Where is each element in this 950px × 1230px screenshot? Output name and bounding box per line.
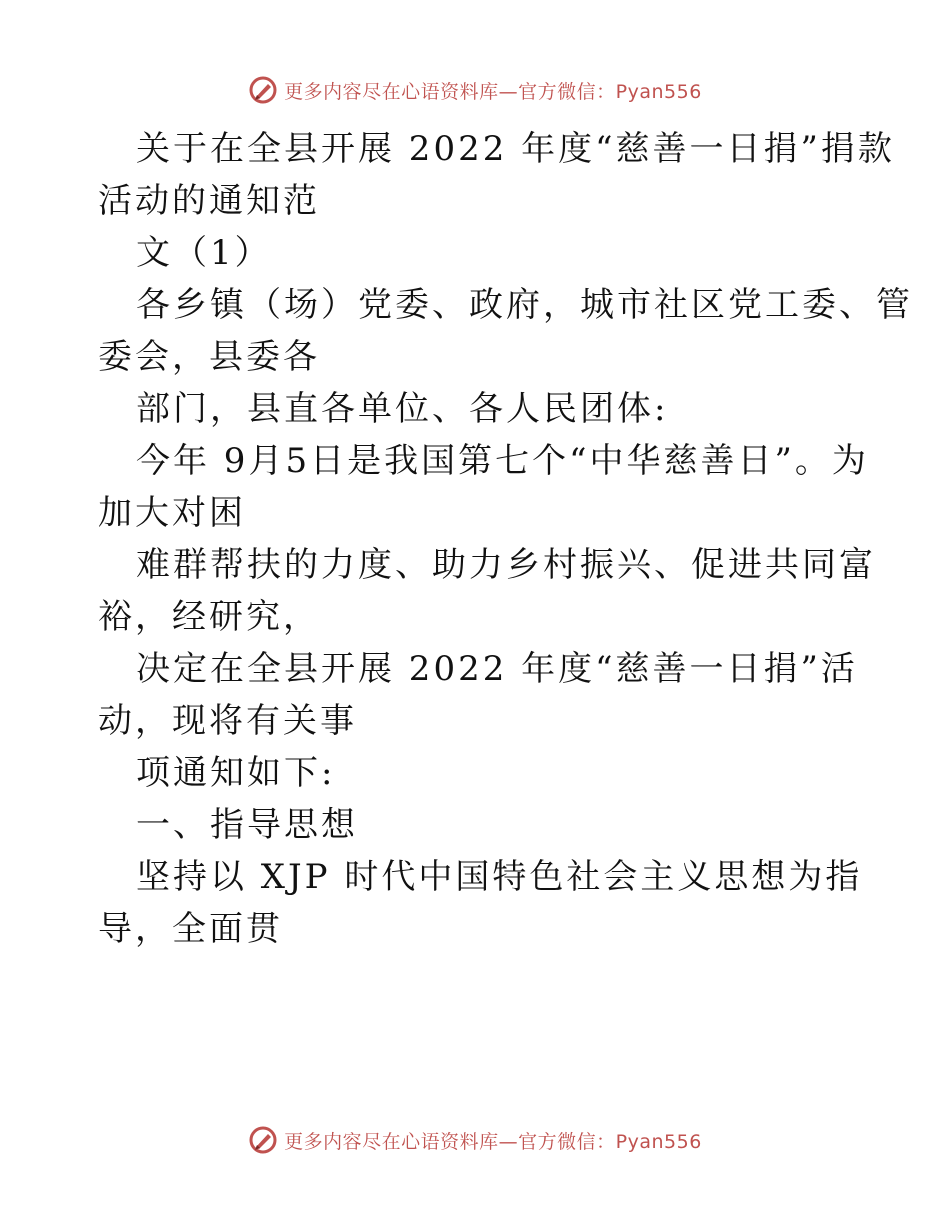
text-line: 坚持以 XJP 时代中国特色社会主义思想为指 xyxy=(136,857,863,897)
text-line: 导，全面贯 xyxy=(98,909,283,949)
pen-logo-icon xyxy=(248,75,278,105)
text-line: 动，现将有关事 xyxy=(98,701,357,741)
document-body xyxy=(98,123,913,955)
watermark-text: 更多内容尽在心语资料库—官方微信：Pyan556 xyxy=(284,1130,702,1153)
text-line: 加大对困 xyxy=(98,493,246,533)
text-line: 决定在全县开展 2022 年度“慈善一日捐”活 xyxy=(136,649,858,689)
text-line: 关于在全县开展 2022 年度“慈善一日捐”捐款 xyxy=(136,129,895,169)
text-line: 委会，县委各 xyxy=(98,337,320,377)
text-line: 难群帮扶的力度、助力乡村振兴、促进共同富 xyxy=(136,545,876,585)
text-line: 项通知如下: xyxy=(136,753,336,793)
watermark-text: 更多内容尽在心语资料库—官方微信：Pyan556 xyxy=(284,80,702,103)
text-line: 今年 9月5日是我国第七个“中华慈善日”。为 xyxy=(136,441,869,481)
text-line: 各乡镇（场）党委、政府，城市社区党工委、管 xyxy=(136,285,913,325)
footer-watermark xyxy=(0,1120,950,1160)
text-line: 部门，县直各单位、各人民团体: xyxy=(136,389,669,429)
header-watermark xyxy=(0,70,950,110)
text-line: 文（1） xyxy=(136,233,272,273)
text-line: 一、指导思想 xyxy=(136,805,358,845)
text-line: 活动的通知范 xyxy=(98,181,320,221)
text-line: 裕，经研究， xyxy=(98,597,320,637)
pen-logo-icon xyxy=(248,1125,278,1155)
